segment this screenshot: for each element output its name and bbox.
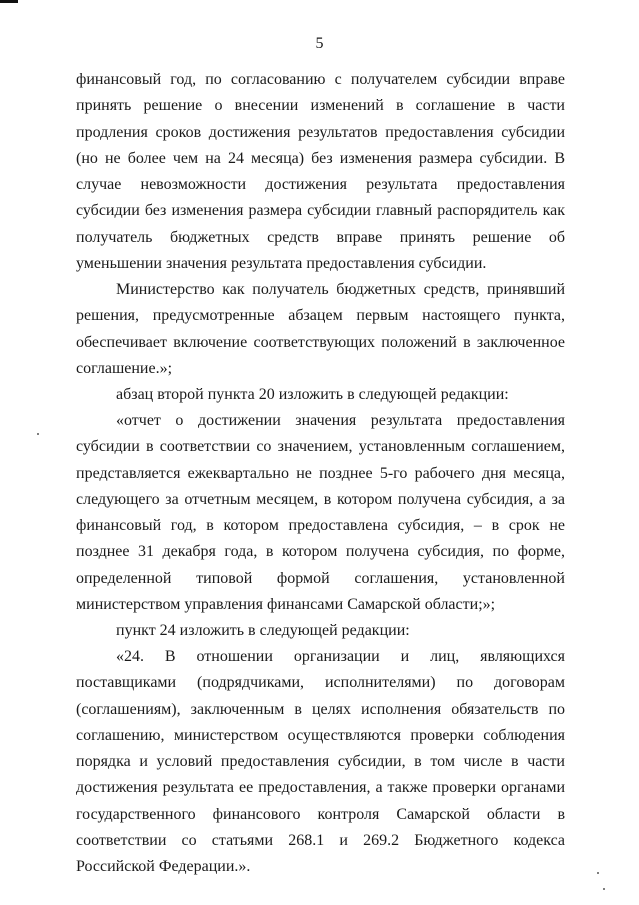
paragraph-4: «отчет о достижении значения результата предоставления субсидии в соответствии со значением, установленным соглашением, представляется ежеквартально не позднее 5-го рабочего дня месяца, следующего за отчетным месяцем, в котором получена субсидия, а за финансовый год, в котором предоставлена субсидия, – в срок не позднее 31 декабря года, в котором получена субсидия, по форме, определенной типовой формой соглашения, установленной министерством управления финансами Самарской области;»; [76, 412, 565, 614]
paragraph-5: пункт 24 изложить в следующей редакции: [116, 622, 410, 639]
paragraph-continuation [76, 67, 565, 277]
paragraph-2: Министерство как получатель бюджетных средств, принявший решения, предусмотренные абзацем первым настоящего пункта, обеспечивает включение соответствующих положений в заключенное соглашение.»; [76, 281, 565, 377]
paragraph-1: финансовый год, по согласованию с получателем субсидии вправе принять решение о внесении изменений в соглашение в части продления сроков достижения результатов предоставления субсидии (но не более чем на 24 месяца) без изменения размера субсидии. В случае невозможности достижения результата предоставления субсидии без изменения размера субсидии главный распорядитель как получатель бюджетных средств вправе принять решение об уменьшении значения результата предоставления субсидии. [76, 71, 565, 273]
paragraph-point-24 [76, 644, 565, 881]
paragraph-instruction-24 [76, 618, 565, 644]
scan-corner-mark [0, 0, 18, 3]
paragraph-ministry [76, 277, 565, 382]
paragraph-instruction-20 [76, 382, 565, 408]
paragraph-3: абзац второй пункта 20 изложить в следующей редакции: [116, 386, 509, 403]
paragraph-report [76, 408, 565, 618]
scan-speck [597, 872, 599, 874]
scan-speck [603, 888, 605, 890]
scan-speck [37, 433, 39, 435]
page-number: 5 [315, 35, 324, 52]
paragraph-6: «24. В отношении организации и лиц, являющихся поставщиками (подрядчиками, исполнителями) по договорам (соглашениям), заключенным в целях исполнения обязательств по соглашению, министерством осуществляются проверки соблюдения порядка и условий предоставления субсидии, в том числе в части достижения результата ее предоставления, а также проверки органами государственного финансового контроля Самарской области в соответствии со статьями 268.1 и 269.2 Бюджетного кодекса Российской Федерации.». [76, 648, 565, 876]
